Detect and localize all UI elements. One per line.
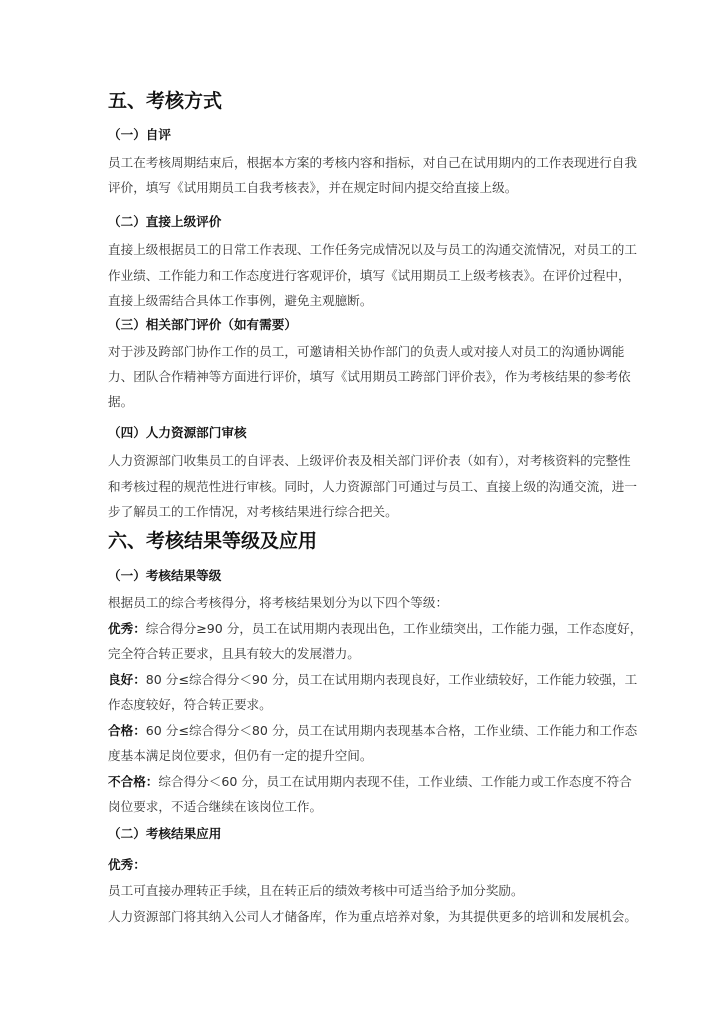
subsection-department-evaluation-heading: （三）相关部门评价（如有需要）: [108, 317, 297, 332]
paragraph-line: 根据员工的综合考核得分，将考核结果划分为以下四个等级：: [108, 595, 449, 610]
paragraph-line: 力、团队合作精神等方面进行评价，填写《试用期员工跨部门评价表》，作为考核结果的参考依: [108, 369, 631, 384]
subsection-hr-review-heading: （四）人力资源部门审核: [108, 425, 247, 440]
paragraph-line: 完全符合转正要求，且具有较大的发展潜力。: [108, 646, 360, 661]
paragraph-line: 作业绩、工作能力和工作态度进行客观评价，填写《试用期员工上级考核表》。在评价过程中，: [108, 268, 631, 283]
application-excellent-label: 优秀：: [108, 857, 146, 872]
subsection-result-grades-heading: （一）考核结果等级: [108, 568, 222, 583]
section-5-heading: 五、考核方式: [108, 90, 223, 112]
grade-label: 优秀：: [108, 621, 146, 636]
grade-good-line: [108, 668, 638, 692]
paragraph-line: 人力资源部门将其纳入公司人才储备库，作为重点培养对象，为其提供更多的培训和发展机会。: [108, 909, 637, 924]
paragraph-line: 直接上级根据员工的日常工作表现、工作任务完成情况以及与员工的沟通交流情况，对员工的工: [108, 242, 637, 257]
subsection-self-evaluation-heading: （一）自评: [108, 127, 171, 142]
grade-label: 不合格：: [108, 774, 159, 789]
grade-text: 80 分≤综合得分＜90 分，员工在试用期内表现良好，工作业绩较好，工作能力较强，工: [145, 672, 638, 687]
paragraph-line: 和考核过程的规范性进行审核。同时，人力资源部门可通过与员工、直接上级的沟通交流，进一: [108, 479, 637, 494]
grade-excellent-line: [108, 617, 643, 641]
grade-label: 良好：: [108, 672, 146, 687]
grade-pass-line: [108, 719, 638, 743]
subsection-result-application-heading: （二）考核结果应用: [108, 826, 222, 841]
grade-text: 综合得分＜60 分，员工在试用期内表现不佳，工作业绩、工作能力或工作态度不符合: [158, 774, 632, 789]
paragraph-line: 岗位要求，不适合继续在该岗位工作。: [108, 799, 323, 814]
paragraph-line: 度基本满足岗位要求，但仍有一定的提升空间。: [108, 748, 373, 763]
subsection-supervisor-evaluation-heading: （二）直接上级评价: [108, 214, 222, 229]
section-6-heading: 六、考核结果等级及应用: [108, 530, 318, 552]
paragraph-line: 对于涉及跨部门协作工作的员工，可邀请相关协作部门的负责人或对接人对员工的沟通协调能: [108, 344, 625, 359]
paragraph-line: 步了解员工的工作情况，对考核结果进行综合把关。: [108, 504, 398, 519]
paragraph-line: 作态度较好，符合转正要求。: [108, 697, 272, 712]
grade-fail-line: [108, 770, 632, 794]
paragraph-line: 员工在考核周期结束后，根据本方案的考核内容和指标，对自己在试用期内的工作表现进行自我: [108, 155, 637, 170]
paragraph-line: 据。: [108, 394, 134, 409]
paragraph-line: 员工可直接办理转正手续，且在转正后的绩效考核中可适当给予加分奖励。: [108, 883, 524, 898]
paragraph-line: 直接上级需结合具体工作事例，避免主观臆断。: [108, 293, 373, 308]
grade-text: 综合得分≥90 分，员工在试用期内表现出色，工作业绩突出，工作能力强，工作态度好，: [145, 621, 643, 636]
paragraph-line: 人力资源部门收集员工的自评表、上级评价表及相关部门评价表（如有），对考核资料的完整性: [108, 453, 631, 468]
paragraph-line: 评价，填写《试用期员工自我考核表》，并在规定时间内提交给直接上级。: [108, 180, 518, 195]
grade-text: 60 分≤综合得分＜80 分，员工在试用期内表现基本合格，工作业绩、工作能力和工作态: [145, 723, 638, 738]
grade-label: 合格：: [108, 723, 146, 738]
